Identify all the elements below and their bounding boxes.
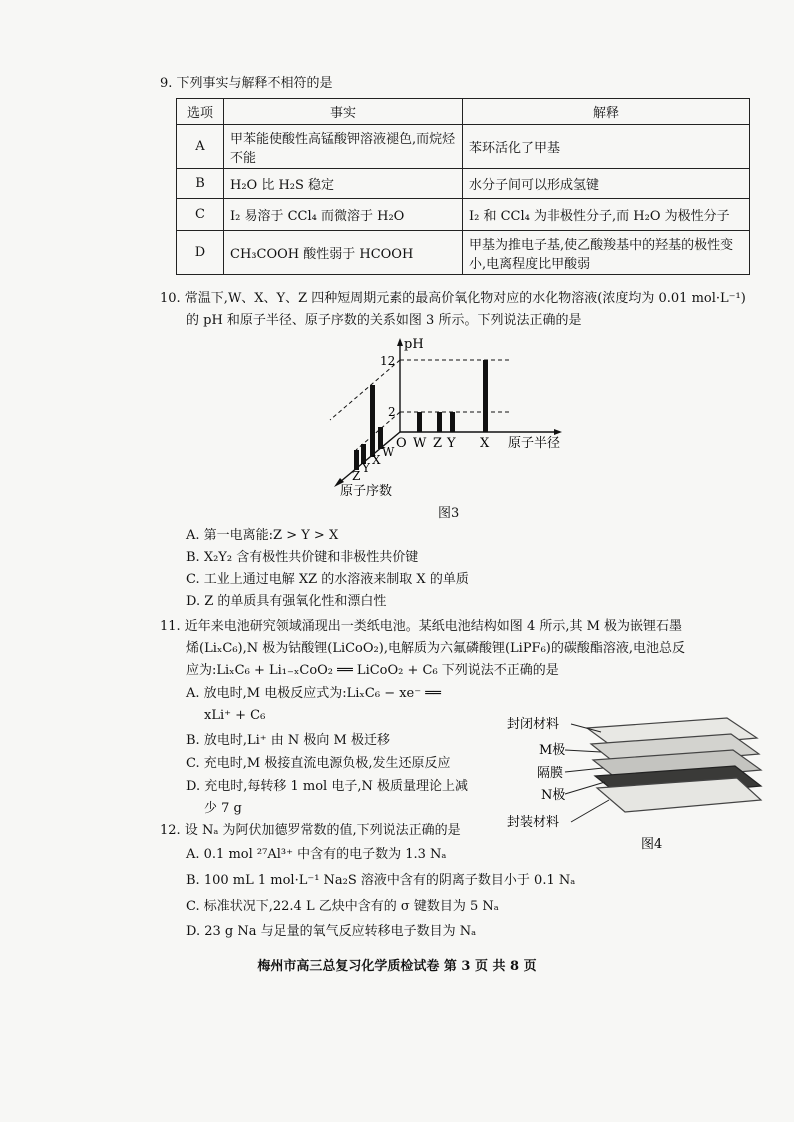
q12-option-a: A. 0.1 mol ²⁷Al³⁺ 中含有的电子数为 1.3 Nₐ xyxy=(186,847,447,862)
x-letter: Y xyxy=(447,436,456,451)
q12-stem: 12. 设 Nₐ 为阿伏加德罗常数的值,下列说法正确的是 xyxy=(160,823,461,838)
q10-option-c: C. 工业上通过电解 XZ 的水溶液来制取 X 的单质 xyxy=(186,572,469,587)
leader-line xyxy=(571,800,609,822)
table-cell: C xyxy=(177,199,224,231)
z-letter: Y xyxy=(362,461,370,475)
q10-stem-line1: 10. 常温下,W、X、Y、Z 四种短周期元素的最高价氧化物对应的水化物溶液(浓度均为 0.01 mol·L⁻¹) xyxy=(160,291,746,306)
q10-option-b: B. X₂Y₂ 含有极性共价键和非极性共价键 xyxy=(186,550,419,565)
bar-w xyxy=(417,412,422,432)
table-cell: I₂ 易溶于 CCl₄ 而微溶于 H₂O xyxy=(224,199,463,231)
table-cell: 苯环活化了甲基 xyxy=(463,125,750,169)
q11-option-b: B. 放电时,Li⁺ 由 N 极向 M 极迁移 xyxy=(186,733,390,748)
q12-option-d: D. 23 g Na 与足量的氧气反应转移电子数目为 Nₐ xyxy=(186,924,477,939)
table-cell: H₂O 比 H₂S 稳定 xyxy=(224,169,463,199)
label-n: N极 xyxy=(541,788,566,803)
table-cell: 甲基为推电子基,使乙酸羧基中的羟基的极性变小,电离程度比甲酸弱 xyxy=(463,231,750,275)
leader-line xyxy=(565,768,603,772)
table-cell: CH₃COOH 酸性弱于 HCOOH xyxy=(224,231,463,275)
q11-option-a: A. 放电时,M 电极反应式为:LiₓC₆ − xe⁻ ══ xyxy=(186,686,441,701)
origin-label: O xyxy=(396,436,407,451)
table-header: 选项 xyxy=(177,99,224,125)
table-header: 事实 xyxy=(224,99,463,125)
z-letter: X xyxy=(372,453,381,467)
q11-option-a-cont: xLi⁺ + C₆ xyxy=(204,708,266,723)
q10-stem-line2: 的 pH 和原子半径、原子序数的关系如图 3 所示。下列说法正确的是 xyxy=(186,313,582,328)
z-axis-label: 原子序数 xyxy=(340,484,393,499)
figure-3 xyxy=(320,332,580,504)
z-letter: Z xyxy=(352,469,361,483)
label-separator: 隔膜 xyxy=(537,766,564,781)
q11-option-c: C. 充电时,M 极接直流电源负极,发生还原反应 xyxy=(186,756,451,771)
table-cell: D xyxy=(177,231,224,275)
depth-bar-x xyxy=(370,385,375,457)
y-axis-arrow xyxy=(397,338,403,346)
q12-option-c: C. 标准状况下,22.4 L 乙炔中含有的 σ 键数目为 5 Nₐ xyxy=(186,899,499,914)
q11-stem-line1: 11. 近年来电池研究领域涌现出一类纸电池。某纸电池结构如图 4 所示,其 M 极为嵌锂石墨 xyxy=(160,619,683,634)
bar-y xyxy=(450,412,455,432)
x-axis-label: 原子半径 xyxy=(508,436,561,451)
x-letter: W xyxy=(413,436,427,451)
x-axis-arrow xyxy=(554,429,562,435)
table-cell: 甲苯能使酸性高锰酸钾溶液褪色,而烷烃不能 xyxy=(224,125,463,169)
z-letter: W xyxy=(382,445,395,459)
q9-stem: 9. 下列事实与解释不相符的是 xyxy=(160,76,333,91)
q11-option-d-cont: 少 7 g xyxy=(204,801,242,816)
tick-2: 2 xyxy=(388,405,396,419)
figure-4 xyxy=(505,700,765,860)
table-cell: 水分子间可以形成氢键 xyxy=(463,169,750,199)
q10-option-a: A. 第一电离能:Z > Y > X xyxy=(186,528,339,543)
tick-12: 12 xyxy=(380,354,396,368)
figure-3-caption: 图3 xyxy=(438,506,460,521)
page-footer: 梅州市高三总复习化学质检试卷 第 3 页 共 8 页 xyxy=(257,959,537,974)
label-packaging: 封装材料 xyxy=(507,815,560,830)
x-letter: X xyxy=(480,436,490,451)
table-cell: B xyxy=(177,169,224,199)
q11-stem-line3: 应为:LiₓC₆ + Li₁₋ₓCoO₂ ══ LiCoO₂ + C₆ 下列说法不正确的是 xyxy=(186,663,559,678)
label-sealing: 封闭材料 xyxy=(507,717,560,732)
q12-option-b: B. 100 mL 1 mol·L⁻¹ Na₂S 溶液中含有的阴离子数目小于 0.1 Nₐ xyxy=(186,873,576,888)
label-m: M极 xyxy=(539,743,566,758)
table-cell: I₂ 和 CCl₄ 为非极性分子,而 H₂O 为极性分子 xyxy=(463,199,750,231)
q11-option-d: D. 充电时,每转移 1 mol 电子,N 极质量理论上减 xyxy=(186,779,468,794)
table-cell: A xyxy=(177,125,224,169)
q11-stem-line2: 烯(LiₓC₆),N 极为钴酸锂(LiCoO₂),电解质为六氟磷酸锂(LiPF₆)的碳酸酯溶液,电池总反 xyxy=(186,641,685,656)
bar-z xyxy=(437,412,442,432)
x-letter: Z xyxy=(433,436,443,451)
depth-bar-z xyxy=(354,450,359,470)
figure-4-caption: 图4 xyxy=(641,837,663,852)
y-axis-label: pH xyxy=(404,337,424,352)
bar-x xyxy=(483,360,488,432)
q10-option-d: D. Z 的单质具有强氧化性和漂白性 xyxy=(186,594,387,609)
q9-table xyxy=(176,98,750,275)
table-header: 解释 xyxy=(463,99,750,125)
leader-line xyxy=(565,750,601,752)
